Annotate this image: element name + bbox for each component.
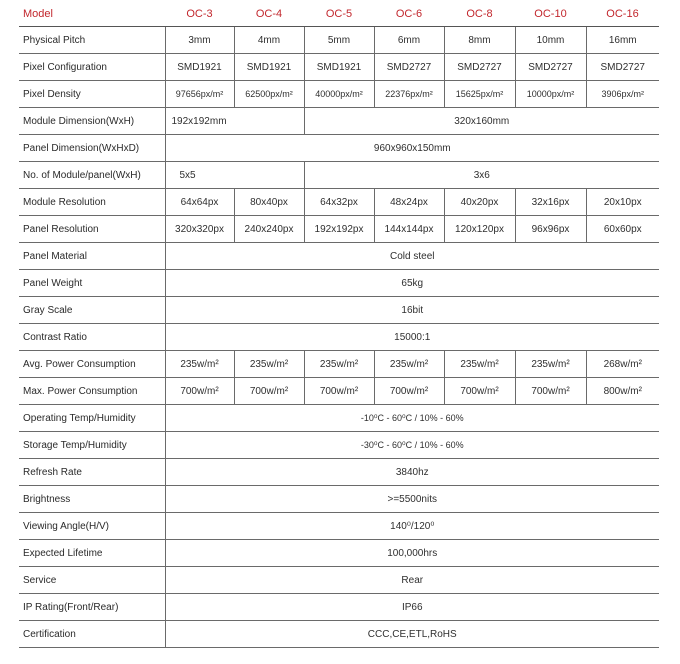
cell: Cold steel (165, 243, 659, 270)
cell: 32x16px (515, 189, 586, 216)
row-panel-material (19, 243, 659, 270)
cell: -30⁰C - 60⁰C / 10% - 60% (165, 432, 659, 459)
row-modules-per-panel (19, 162, 659, 189)
cell: 235w/m² (444, 351, 515, 378)
cell: 700w/m² (515, 378, 586, 405)
cell: 268w/m² (586, 351, 659, 378)
cell: 3mm (165, 27, 234, 54)
cell: -10⁰C - 60⁰C / 10% - 60% (165, 405, 659, 432)
row-label: Max. Power Consumption (19, 378, 165, 405)
row-label: No. of Module/panel(WxH) (19, 162, 165, 189)
cell: 64x64px (165, 189, 234, 216)
model-oc-10: OC-10 (515, 2, 586, 27)
row-panel-resolution (19, 216, 659, 243)
cell: 22376px/m² (374, 81, 444, 108)
cell: 60x60px (586, 216, 659, 243)
row-label: Viewing Angle(H/V) (19, 513, 165, 540)
row-label: Pixel Configuration (19, 54, 165, 81)
cell: SMD1921 (304, 54, 374, 81)
row-label: Module Resolution (19, 189, 165, 216)
cell: 100,000hrs (165, 540, 659, 567)
row-operating-temp (19, 405, 659, 432)
row-label: Refresh Rate (19, 459, 165, 486)
row-max-power (19, 378, 659, 405)
row-refresh-rate (19, 459, 659, 486)
cell: 8mm (444, 27, 515, 54)
cell: 3x6 (304, 162, 659, 189)
row-module-dimension (19, 108, 659, 135)
row-label: Contrast Ratio (19, 324, 165, 351)
cell: 800w/m² (586, 378, 659, 405)
cell: SMD2727 (515, 54, 586, 81)
row-label: Gray Scale (19, 297, 165, 324)
cell: 120x120px (444, 216, 515, 243)
row-label: Panel Resolution (19, 216, 165, 243)
header-row (19, 2, 659, 27)
cell: 80x40px (234, 189, 304, 216)
cell: 960x960x150mm (165, 135, 659, 162)
model-oc-16: OC-16 (586, 2, 659, 27)
row-label: Pixel Density (19, 81, 165, 108)
cell: 5mm (304, 27, 374, 54)
cell: 5x5 (165, 162, 304, 189)
cell: 20x10px (586, 189, 659, 216)
cell: 10mm (515, 27, 586, 54)
row-label: Panel Weight (19, 270, 165, 297)
cell: 235w/m² (304, 351, 374, 378)
row-pixel-configuration (19, 54, 659, 81)
cell: 16bit (165, 297, 659, 324)
cell: 235w/m² (374, 351, 444, 378)
row-certification (19, 621, 659, 648)
row-ip-rating (19, 594, 659, 621)
row-label: Panel Dimension(WxHxD) (19, 135, 165, 162)
header-label: Model (19, 2, 165, 27)
cell: SMD2727 (374, 54, 444, 81)
cell: 4mm (234, 27, 304, 54)
cell: 240x240px (234, 216, 304, 243)
cell: 320x320px (165, 216, 234, 243)
row-contrast-ratio (19, 324, 659, 351)
cell: 10000px/m² (515, 81, 586, 108)
cell: SMD2727 (586, 54, 659, 81)
row-label: Physical Pitch (19, 27, 165, 54)
cell: 3906px/m² (586, 81, 659, 108)
row-panel-weight (19, 270, 659, 297)
row-label: Service (19, 567, 165, 594)
cell: 64x32px (304, 189, 374, 216)
model-oc-8: OC-8 (444, 2, 515, 27)
cell: 62500px/m² (234, 81, 304, 108)
cell: 16mm (586, 27, 659, 54)
row-brightness (19, 486, 659, 513)
cell: Rear (165, 567, 659, 594)
row-avg-power (19, 351, 659, 378)
row-label: Storage Temp/Humidity (19, 432, 165, 459)
cell: 140⁰/120⁰ (165, 513, 659, 540)
cell: 700w/m² (304, 378, 374, 405)
row-physical-pitch (19, 27, 659, 54)
model-oc-6: OC-6 (374, 2, 444, 27)
cell: 235w/m² (234, 351, 304, 378)
model-oc-5: OC-5 (304, 2, 374, 27)
cell: 48x24px (374, 189, 444, 216)
model-oc-3: OC-3 (165, 2, 234, 27)
cell: 96x96px (515, 216, 586, 243)
row-label: Certification (19, 621, 165, 648)
cell: 700w/m² (444, 378, 515, 405)
cell: 700w/m² (165, 378, 234, 405)
cell: SMD2727 (444, 54, 515, 81)
cell: 6mm (374, 27, 444, 54)
cell: 235w/m² (515, 351, 586, 378)
cell: 700w/m² (374, 378, 444, 405)
cell: 700w/m² (234, 378, 304, 405)
row-label: Expected Lifetime (19, 540, 165, 567)
model-oc-4: OC-4 (234, 2, 304, 27)
row-pixel-density (19, 81, 659, 108)
cell: >=5500nits (165, 486, 659, 513)
row-label: Module Dimension(WxH) (19, 108, 165, 135)
row-storage-temp (19, 432, 659, 459)
cell: SMD1921 (234, 54, 304, 81)
cell: 15000:1 (165, 324, 659, 351)
spec-table (19, 2, 659, 648)
cell: 144x144px (374, 216, 444, 243)
row-label: Operating Temp/Humidity (19, 405, 165, 432)
row-expected-lifetime (19, 540, 659, 567)
row-viewing-angle (19, 513, 659, 540)
cell: 15625px/m² (444, 81, 515, 108)
row-module-resolution (19, 189, 659, 216)
cell: 40000px/m² (304, 81, 374, 108)
row-service (19, 567, 659, 594)
cell: 65kg (165, 270, 659, 297)
cell: 235w/m² (165, 351, 234, 378)
row-label: Brightness (19, 486, 165, 513)
cell: 97656px/m² (165, 81, 234, 108)
cell: 320x160mm (304, 108, 659, 135)
cell: 192x192px (304, 216, 374, 243)
row-gray-scale (19, 297, 659, 324)
cell: CCC,CE,ETL,RoHS (165, 621, 659, 648)
cell: 192x192mm (165, 108, 304, 135)
cell: 3840hz (165, 459, 659, 486)
row-label: Avg. Power Consumption (19, 351, 165, 378)
cell: 40x20px (444, 189, 515, 216)
row-panel-dimension (19, 135, 659, 162)
row-label: IP Rating(Front/Rear) (19, 594, 165, 621)
cell: SMD1921 (165, 54, 234, 81)
row-label: Panel Material (19, 243, 165, 270)
cell: IP66 (165, 594, 659, 621)
